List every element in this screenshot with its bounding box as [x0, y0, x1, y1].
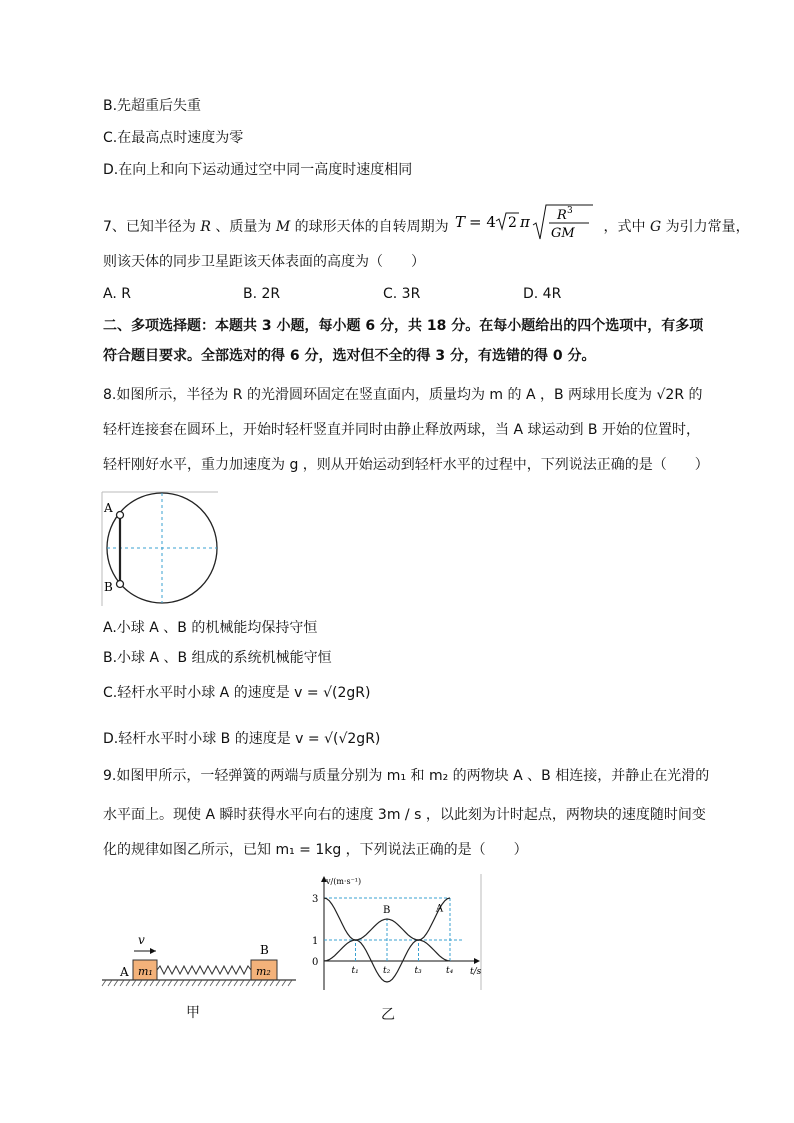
caption-yi: 乙	[381, 1007, 395, 1023]
series-label-a: A	[435, 903, 444, 915]
q7-option-a: A. R	[103, 286, 131, 302]
spring	[157, 966, 251, 974]
q8-option-b: B.小球 A 、B 组成的系统机械能守恒	[103, 650, 332, 666]
q8-option-a: A.小球 A 、B 的机械能均保持守恒	[103, 620, 318, 636]
section2-heading-line2: 符合题目要求。全部选对的得 6 分，选对但不全的得 3 分，有选错的得 0 分。	[103, 348, 596, 364]
y-tick-label: 0	[312, 957, 319, 968]
section2-heading-line1: 二、多项选择题：本题共 3 小题，每小题 6 分，共 18 分。在每小题给出的四个选项中，有多项	[103, 318, 704, 334]
svg-text:2: 2	[508, 215, 517, 231]
ground-hatching	[102, 980, 292, 986]
q8-option-c: C.轻杆水平时小球 A 的速度是 v = √(2gR)	[103, 685, 371, 701]
x-axis-label: t/s	[470, 967, 482, 977]
q9-stem-line3: 化的规律如图乙所示，已知 m₁ = 1kg ，下列说法正确的是（ ）	[103, 842, 528, 858]
block-m2-label: m₂	[256, 965, 271, 978]
x-tick-label: t₁	[351, 966, 359, 976]
q7-stem-line2: 则该天体的同步卫星距该天体表面的高度为（ ）	[103, 254, 425, 270]
q8-stem-line3: 轻杆刚好水平，重力加速度为 g ，则从开始运动到轻杆水平的过程中，下列说法正确的是（ ）	[103, 457, 709, 473]
ball-b	[117, 581, 124, 588]
q6-option-b: B.先超重后失重	[103, 98, 202, 114]
figure-jia-blocks-spring	[100, 932, 300, 994]
q9-stem-line2: 水平面上。现使 A 瞬时获得水平向右的速度 3m / s ，以此刻为计时起点，两物块的速度随时间变	[103, 807, 706, 823]
block-m1-label: m₁	[138, 965, 153, 978]
ball-a	[117, 512, 124, 519]
q6-option-c: C.在最高点时速度为零	[103, 130, 244, 146]
svg-text:= 4: = 4	[469, 213, 496, 231]
block-b-label: B	[260, 943, 269, 957]
q8-stem-line2: 轻杆连接套在圆环上，开始时轻杆竖直并同时由静止释放两球，当 A 球运动到 B 开始的位置时，	[103, 422, 700, 438]
label-b: B	[104, 580, 113, 594]
svg-text:π: π	[520, 213, 530, 231]
svg-text:3: 3	[567, 206, 573, 216]
q8-stem-line1: 8.如图所示，半径为 R 的光滑圆环固定在竖直面内，质量均为 m 的 A ，B 两球用长度为 √2R 的	[103, 387, 703, 403]
velocity-label: v	[138, 933, 145, 947]
period-formula	[453, 203, 599, 243]
q7-stem-line1: 7、已知半径为 R 、质量为 M 的球形天体的自转周期为 T = 4 2 π R 3 GM ，式中 G 为引力常量，	[103, 207, 750, 247]
figure-yi-vt-chart	[298, 872, 486, 994]
y-axis-label: v/(m·s⁻¹)	[326, 877, 362, 886]
q7-option-b: B. 2R	[243, 286, 281, 302]
q6-option-d: D.在向上和向下运动通过空中同一高度时速度相同	[103, 162, 413, 178]
q8-option-d: D.轻杆水平时小球 B 的速度是 v = √(√2gR)	[103, 731, 381, 747]
svg-text:T: T	[455, 213, 466, 231]
q7-option-c: C. 3R	[383, 286, 421, 302]
y-tick-label: 1	[312, 936, 319, 947]
block-a-label: A	[120, 965, 129, 979]
y-tick-label: 3	[312, 894, 319, 905]
label-a: A	[104, 501, 113, 515]
q9-stem-line1: 9.如图甲所示，一轻弹簧的两端与质量分别为 m₁ 和 m₂ 的两物块 A 、B 相连接，并静止在光滑的	[103, 768, 710, 784]
svg-text:R: R	[557, 208, 567, 223]
caption-jia: 甲	[186, 1005, 200, 1021]
svg-text:GM: GM	[551, 226, 575, 241]
x-tick-label: t₄	[446, 966, 454, 976]
series-label-b: B	[383, 905, 391, 916]
x-tick-label: t₃	[414, 966, 422, 976]
x-tick-label: t₂	[383, 966, 391, 976]
q8-circle-figure	[100, 490, 222, 608]
q7-option-d: D. 4R	[523, 286, 562, 302]
